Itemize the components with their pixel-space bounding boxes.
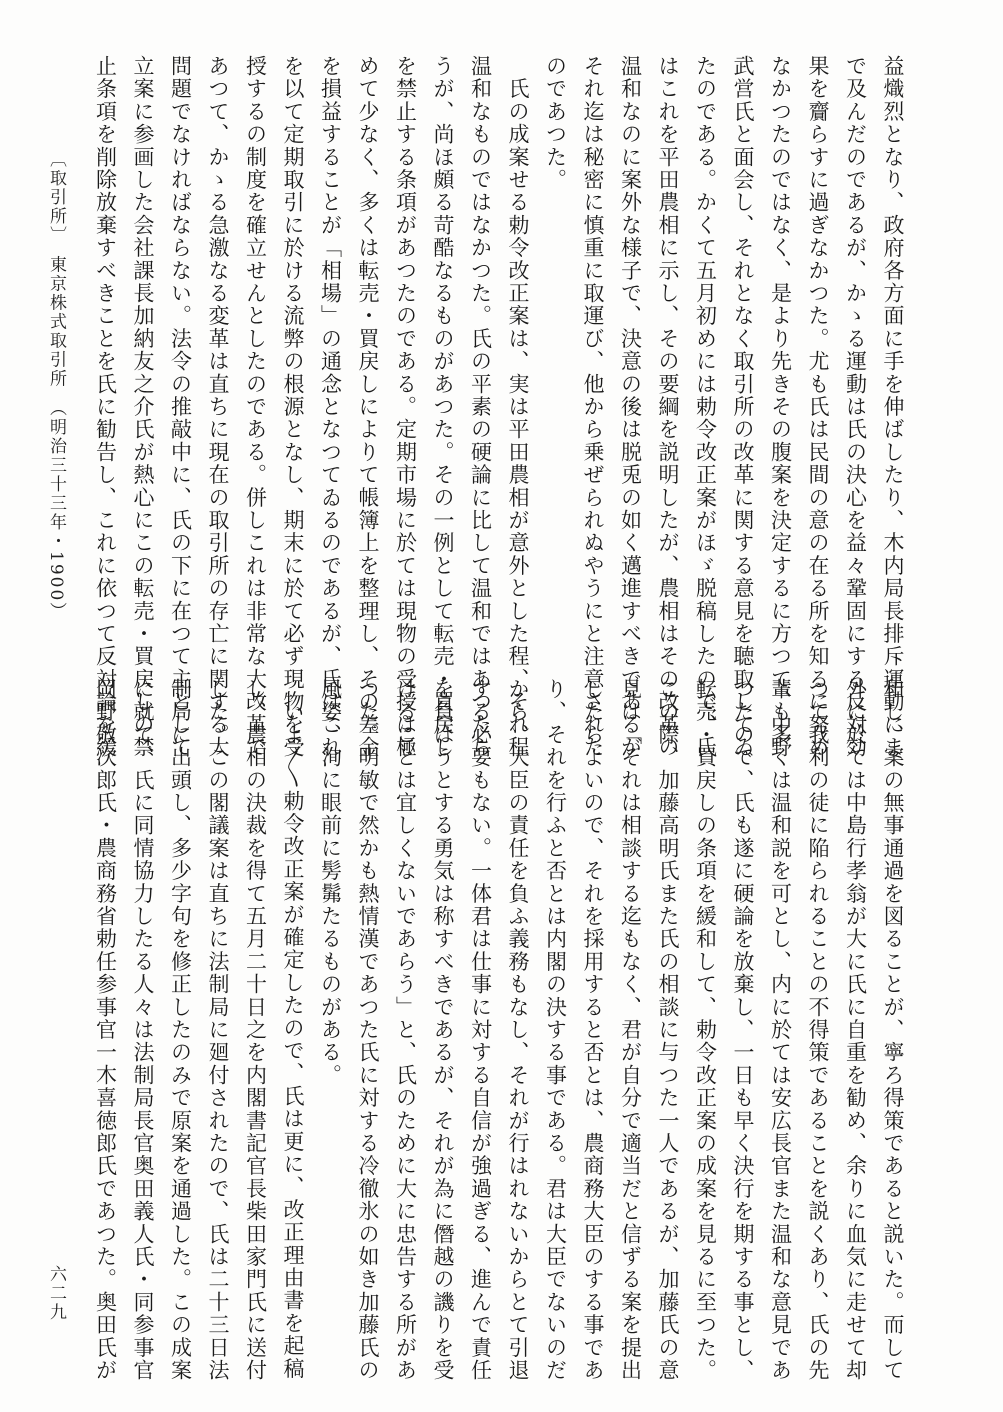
text-line: 見は「それは相談する迄もなく、君が自分で適当だと信ずる案を提出 <box>618 678 643 1382</box>
text-line: 止条項を削除放棄すべきことを氏に勧告し、これに依つて反対論を緩 <box>93 55 118 759</box>
text-line: つて我利の徒に陥られることの不得策であることを説くあり、氏の先 <box>806 678 830 1382</box>
text-line: いよ〳〵勅令改正案が確定したので、氏は更に、改正理由書を起稿 <box>281 678 305 1380</box>
text-line: したらよいので、それを採用すると否とは、農商務大臣のする事であ <box>581 678 605 1382</box>
page-number: 六二九 <box>46 1265 66 1322</box>
text-line: 制局に出頭し、多少字句を修正したのみで原案を通過した。この成案 <box>168 678 193 1382</box>
text-line: に就て、氏に同情協力したる人々は法制局長官奥田義人氏・同参事官 <box>131 678 155 1382</box>
text-line: なかつたのではなく、是より先きその腹案を決定するに方つて、中野 <box>768 55 793 759</box>
text-line: し、農相の決裁を得て五月二十日之を内閣書記官長柴田家門氏に送付 <box>243 678 268 1382</box>
text-line: 氏の成案せる勅令改正案は、実は平田農相が意外とした程、それ程 <box>506 55 530 759</box>
text-line: それ迄は秘密に慎重に取運び、他から乗ぜられぬやうにと注意された <box>581 55 605 759</box>
text-line: 和し、案の無事通過を図ることが、寧ろ得策であると説いた。而して <box>881 678 905 1382</box>
text-line: り、それを行ふと否とは内閣の決する事である。君は大臣でないのだ <box>543 678 568 1382</box>
text-line: のであつた。 <box>543 55 568 192</box>
text-line: 立案に参画した会社課長加納友之介氏が熱心にこの転売・買戻しの禁 <box>131 55 155 759</box>
text-line: 問題でなければならない。法令の推敲中に、氏の下に在つて主として <box>168 55 193 759</box>
text-line: 外に於ては中島行孝翁が大に氏に自重を勧め、余りに血気に走せて却 <box>843 678 868 1382</box>
text-line: する必要もない。一体君は仕事に対する自信が強過ぎる、進んで責任 <box>468 678 493 1382</box>
upper-text-block <box>91 55 911 759</box>
text-line: を損益することが「相場」の通念となつてゐるのであるが、氏はこれ <box>318 55 343 759</box>
text-line: つた。明敏で然かも熱情漢であつた氏に対する冷徹氷の如き加藤氏の <box>356 678 380 1382</box>
text-line: 果を齎らすに過ぎなかつた。尤も氏は民間の意の在る所を知るに努め <box>806 55 830 759</box>
text-line: した。この閣議案は直ちに法制局に廻付されたので、氏は二十三日法 <box>206 678 230 1382</box>
text-line: 武営氏と面会し、それとなく取引所の改革に関する意見を聴取してゐ <box>731 55 755 759</box>
text-line: つたので、氏も遂に硬論を放棄し、一日も早く決行を期する事とし、 <box>731 678 755 1382</box>
text-line: 輩も多くは温和説を可とし、内に於ては安広長官また温和な意見であ <box>768 678 793 1382</box>
text-line: 授するの制度を確立せんとしたのである。併しこれは非常な大改革で <box>243 55 268 759</box>
text-line: 風姿、洵に眼前に髣髴たるものがある。 <box>318 678 343 1087</box>
text-line: 転売・買戻しの条項を緩和して、勅令改正案の成案を見るに至つた。 <box>693 678 718 1382</box>
text-line: 温和なのに案外な様子で、決意の後は脱兎の如く邁進すべきであるが <box>618 55 643 759</box>
text-line: めて少なく、多くは転売・買戻しによりて帳簿上を整理し、その差金 <box>356 55 380 759</box>
text-line: うが、尚ほ頗る苛酷なるものがあつた。その一例として転売・買戻し <box>431 55 455 759</box>
text-line: を禁止する条項があつたのである。定期市場に於ては現物の受授は極 <box>393 55 418 759</box>
text-line: で及んだのであるが、かゝる運動は氏の決心を益々鞏固にする反対効 <box>843 55 868 759</box>
running-header: 〔取引所〕 東京株式取引所 （明治三十三年・1900） <box>46 150 66 622</box>
text-line: を負はうとする勇気は称すべきであるが、それが為に僭越の譏りを受 <box>431 678 455 1382</box>
text-line: たのである。かくて五月初めには勅令改正案がほゞ脱稿したので、氏 <box>693 55 718 759</box>
text-line: 益熾烈となり、政府各方面に手を伸ばしたり、木内局長排斥運動にま <box>881 55 905 759</box>
text-line: から、大臣の責任を負ふ義務もなし、それが行はれないからとて引退 <box>506 678 530 1382</box>
text-line: あつて、かゝる急激なる変革は直ちに現在の取引所の存亡に関する大 <box>206 55 230 759</box>
text-line: この際、加藤高明氏また氏の相談に与つた一人であるが、加藤氏の意 <box>656 678 680 1382</box>
text-line: 温和なものではなかつた。氏の平素の硬論に比して温和ではあつたら <box>468 55 493 759</box>
lower-text-block <box>91 678 911 1382</box>
text-line: けることは宜しくないであらう」と、氏のために大に忠告する所があ <box>393 678 418 1382</box>
text-line: を以て定期取引に於ける流弊の根源となし、期末に於て必ず現物を受 <box>281 55 305 759</box>
text-line: はこれを平田農相に示し、その要綱を説明したが、農相はその改革の <box>656 55 680 759</box>
text-line: 岡野敬次郎氏・農商務省勅任参事官一木喜徳郎氏であつた。奥田氏が <box>93 678 118 1382</box>
